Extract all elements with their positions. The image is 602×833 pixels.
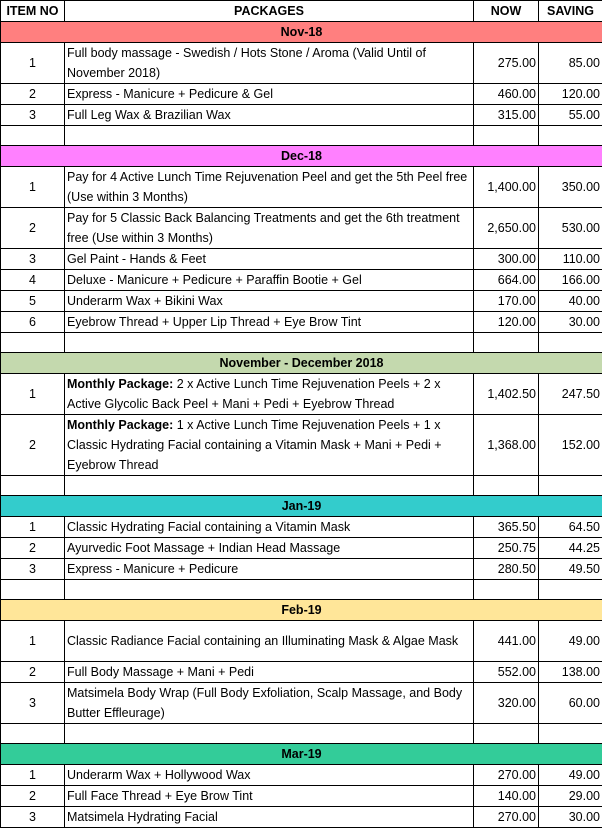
price-now: 1,402.50 [474,374,539,415]
spacer-cell [65,126,474,146]
spacer-row [1,126,602,146]
package-lead: Monthly Package: [67,418,174,432]
price-saving: 85.00 [539,43,602,84]
table-row [1,291,602,312]
package-description [65,291,474,312]
item-number: 3 [1,683,65,724]
price-now: 365.50 [474,517,539,538]
spacer-cell [539,580,602,600]
price-saving: 29.00 [539,786,602,807]
item-number: 2 [1,84,65,105]
item-number: 1 [1,374,65,415]
package-description [65,270,474,291]
spacer-row [1,333,602,353]
price-saving: 64.50 [539,517,602,538]
price-now: 270.00 [474,807,539,828]
table-row [1,270,602,291]
spacer-row [1,724,602,744]
item-number: 3 [1,559,65,580]
price-saving: 55.00 [539,105,602,126]
item-number: 2 [1,208,65,249]
price-now: 170.00 [474,291,539,312]
package-description [65,662,474,683]
item-number: 2 [1,662,65,683]
package-description [65,167,474,208]
table-row [1,167,602,208]
price-saving: 110.00 [539,249,602,270]
package-text: Matsimela Body Wrap (Full Body Exfoliation, Scalp Massage, and Body Butter Effleurage) [67,686,463,720]
spacer-cell [1,476,65,496]
spacer-cell [474,126,539,146]
item-number: 4 [1,270,65,291]
section-title: Dec-18 [1,146,602,167]
section-header-row [1,353,602,374]
section-title: Mar-19 [1,744,602,765]
price-saving: 49.00 [539,765,602,786]
table-row [1,415,602,476]
price-saving: 49.50 [539,559,602,580]
price-now: 320.00 [474,683,539,724]
section-title: Feb-19 [1,600,602,621]
item-number: 3 [1,807,65,828]
table-row [1,517,602,538]
price-saving: 166.00 [539,270,602,291]
spacer-cell [1,724,65,744]
item-number: 2 [1,786,65,807]
package-description [65,683,474,724]
price-saving: 30.00 [539,807,602,828]
package-description [65,538,474,559]
package-text: Express - Manicure + Pedicure & Gel [67,87,273,101]
package-text: Full body massage - Swedish / Hots Stone / Aroma (Valid Until of November 2018) [67,46,426,80]
spacer-cell [1,126,65,146]
item-number: 1 [1,765,65,786]
table-row [1,105,602,126]
price-saving: 120.00 [539,84,602,105]
section-title: Nov-18 [1,22,602,43]
price-saving: 60.00 [539,683,602,724]
price-now: 1,400.00 [474,167,539,208]
package-text: Classic Radiance Facial containing an Illuminating Mask & Algae Mask [67,634,459,648]
price-saving: 247.50 [539,374,602,415]
price-saving: 30.00 [539,312,602,333]
package-description [65,786,474,807]
table-row [1,312,602,333]
item-number: 1 [1,517,65,538]
package-description [65,807,474,828]
price-now: 270.00 [474,765,539,786]
item-number: 3 [1,105,65,126]
package-description [65,374,474,415]
price-now: 441.00 [474,621,539,662]
spacer-cell [474,333,539,353]
package-text: Full Body Massage + Mani + Pedi [67,665,254,679]
price-saving: 138.00 [539,662,602,683]
package-description [65,621,474,662]
header-saving: SAVING [539,1,602,22]
spacer-cell [65,476,474,496]
spacer-cell [65,333,474,353]
spacer-cell [65,580,474,600]
package-description [65,208,474,249]
price-now: 300.00 [474,249,539,270]
item-number: 3 [1,249,65,270]
header-now: NOW [474,1,539,22]
price-now: 275.00 [474,43,539,84]
table-row [1,807,602,828]
package-description [65,559,474,580]
price-now: 140.00 [474,786,539,807]
package-description [65,43,474,84]
package-text: Underarm Wax + Hollywood Wax [67,768,251,782]
package-lead: Monthly Package: [67,377,174,391]
spacer-row [1,580,602,600]
price-saving: 44.25 [539,538,602,559]
package-text: Ayurvedic Foot Massage + Indian Head Massage [67,541,341,555]
package-description [65,105,474,126]
package-text: Pay for 4 Active Lunch Time Rejuvenation Peel and get the 5th Peel free (Use within 3 Months) [67,170,468,204]
package-text: Full Face Thread + Eye Brow Tint [67,789,253,803]
price-now: 120.00 [474,312,539,333]
spacer-cell [65,724,474,744]
spacer-cell [1,580,65,600]
package-text: Eyebrow Thread + Upper Lip Thread + Eye Brow Tint [67,315,362,329]
table-row [1,208,602,249]
package-text: Underarm Wax + Bikini Wax [67,294,223,308]
price-now: 280.50 [474,559,539,580]
item-number: 1 [1,43,65,84]
package-description [65,312,474,333]
spacer-cell [539,724,602,744]
package-text: Gel Paint - Hands & Feet [67,252,206,266]
table-row [1,683,602,724]
package-text: Deluxe - Manicure + Pedicure + Paraffin Bootie + Gel [67,273,362,287]
price-now: 1,368.00 [474,415,539,476]
spacer-cell [539,476,602,496]
section-header-row [1,600,602,621]
price-now: 552.00 [474,662,539,683]
spacer-cell [474,724,539,744]
table-row [1,84,602,105]
spacer-cell [539,333,602,353]
item-number: 1 [1,621,65,662]
table-row [1,374,602,415]
table-row [1,538,602,559]
price-saving: 350.00 [539,167,602,208]
table-row [1,249,602,270]
table-row [1,786,602,807]
table-row [1,621,602,662]
section-header-row [1,146,602,167]
package-text: Matsimela Hydrating Facial [67,810,218,824]
table-row [1,43,602,84]
spacer-row [1,476,602,496]
section-title: November - December 2018 [1,353,602,374]
price-now: 315.00 [474,105,539,126]
table-row [1,662,602,683]
package-text: 1 x Active Lunch Time Rejuvenation Peels + 1 x Classic Hydrating Facial containing a Vitamin Mask + Mani + Pedi + Eyebrow Thread [67,418,442,472]
item-number: 2 [1,415,65,476]
table-body [1,22,602,828]
section-header-row [1,744,602,765]
price-now: 2,650.00 [474,208,539,249]
spacer-cell [539,126,602,146]
price-now: 664.00 [474,270,539,291]
item-number: 5 [1,291,65,312]
section-title: Jan-19 [1,496,602,517]
spacer-cell [1,333,65,353]
table-row [1,559,602,580]
package-text: Express - Manicure + Pedicure [67,562,239,576]
section-header-row [1,22,602,43]
price-saving: 530.00 [539,208,602,249]
package-text: 2 x Active Lunch Time Rejuvenation Peels + 2 x Active Glycolic Back Peel + Mani + Pedi + Eyebrow Thread [67,377,441,411]
package-description [65,765,474,786]
item-number: 1 [1,167,65,208]
header-row [1,1,602,22]
package-description [65,415,474,476]
price-saving: 152.00 [539,415,602,476]
spacer-cell [474,580,539,600]
price-now: 250.75 [474,538,539,559]
package-text: Full Leg Wax & Brazilian Wax [67,108,231,122]
table-row [1,765,602,786]
spacer-cell [474,476,539,496]
item-number: 6 [1,312,65,333]
header-item-no: ITEM NO [1,1,65,22]
item-number: 2 [1,538,65,559]
package-description [65,84,474,105]
package-text: Pay for 5 Classic Back Balancing Treatments and get the 6th treatment free (Use within 3 Months) [67,211,460,245]
price-saving: 49.00 [539,621,602,662]
price-saving: 40.00 [539,291,602,312]
price-now: 460.00 [474,84,539,105]
package-description [65,249,474,270]
package-text: Classic Hydrating Facial containing a Vitamin Mask [67,520,351,534]
section-header-row [1,496,602,517]
package-description [65,517,474,538]
header-packages: PACKAGES [65,1,474,22]
